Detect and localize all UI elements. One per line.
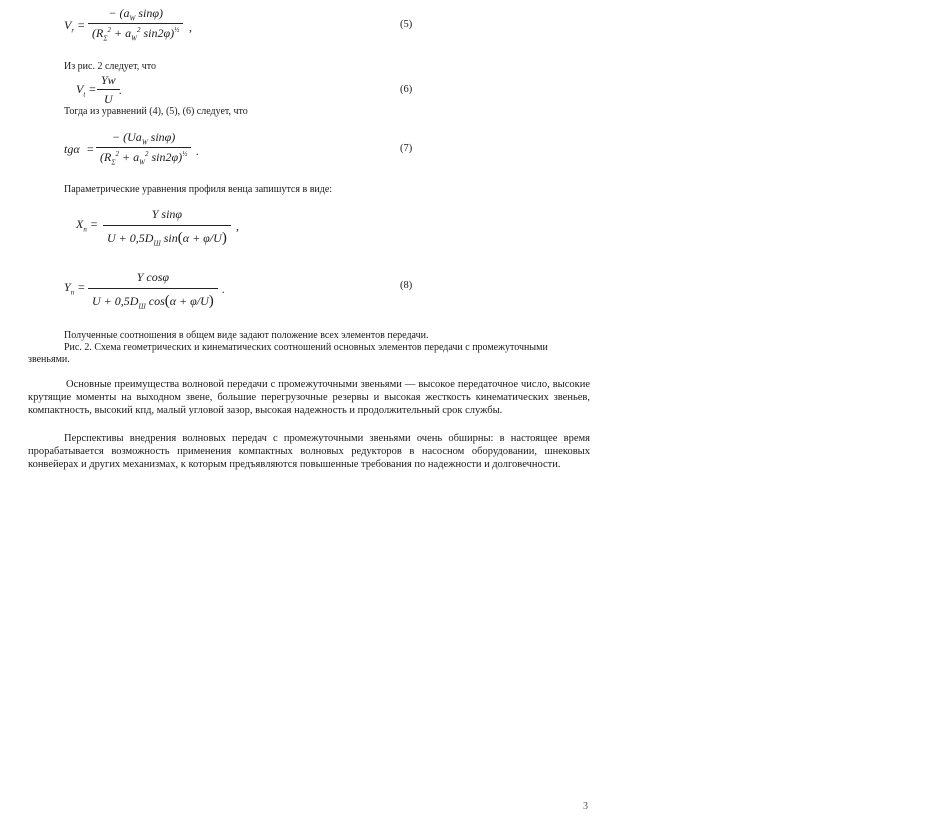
eq6-number: (6) (400, 84, 413, 95)
eq5-number: (5) (400, 19, 413, 30)
fig-ref-text: Из рис. 2 следует, что (64, 61, 156, 72)
equation-5 (64, 6, 424, 50)
eq8-number: (8) (400, 280, 413, 291)
eq5-lhs: $V_r$ = (64, 18, 86, 35)
eq7-lhs: tgα (64, 142, 80, 156)
xn-fraction: Y sinφ $U + 0,5D_Ш$ sin(α + φ/U) (103, 207, 231, 247)
eq6-lhs: $V_t$ = (76, 82, 97, 99)
page-number: 3 (583, 801, 588, 812)
eq6-fraction: $\frac{Yw}{U}$ (97, 73, 120, 107)
figure-caption: Рис. 2. Схема геометрических и кинематических соотношений основных элементов передачи с промежуточными звеньями. (28, 342, 548, 365)
eq6-tail: . (119, 83, 122, 97)
yn-fraction: Y cosφ $U + 0,5D_Ш$ cos(α + φ/U) (88, 270, 218, 310)
from-equations-text: Тогда из уравнений (4), (5), (6) следует, что (64, 106, 248, 117)
xn-tail: , (236, 219, 239, 233)
equation-yn (64, 270, 364, 318)
relations-text: Полученные соотношения в общем виде задают положение всех элементов передачи. (64, 330, 429, 341)
paragraph-advantages: Основные преимущества волновой передачи с промежуточными звеньями — высокое передаточное число, высокие крутящие моменты на выходном звене, большие перегрузочные резервы и высокая жесткость кинематических звеньев, компактность, высокий кпд, малый угловой зазор, высокая надежность и продолжительный срок службы. (28, 379, 590, 416)
equation-xn (76, 207, 376, 255)
eq7-equals: = (87, 142, 94, 156)
equation-6 (76, 73, 276, 105)
eq7-tail: . (196, 144, 199, 158)
eq7-number: (7) (400, 143, 413, 154)
yn-lhs: $Y_n$ = (64, 280, 86, 297)
eq5-fraction: $\frac{- (a_W \sin\varphi)}{(R_\Sigma^2 + a_W^2 \sin 2\varphi)^{\frac{1}{2}}}$ (88, 6, 183, 43)
xn-lhs: $X_n$ = (76, 217, 98, 234)
paragraph-prospects: Перспективы внедрения волновых передач с промежуточными звеньями очень обширны: в настоящее время прорабатывается возможность применения компактных волновых редукторов в насосном оборудовании, шнековых конвейерах и других механизмах, к которым предъявляются повышенные требования по надежности и долговечности. (28, 433, 590, 470)
parametric-text: Параметрические уравнения профиля венца запишутся в виде: (64, 184, 333, 195)
eq5-tail: , (189, 20, 192, 34)
equation-7 (64, 130, 424, 174)
eq7-fraction: − ($Ua_W$ sinφ) ($R_\Sigma^2 + a_W^2$ sin2φ)$^{\frac{1}{2}}$ (96, 130, 191, 167)
yn-tail: . (222, 282, 225, 296)
